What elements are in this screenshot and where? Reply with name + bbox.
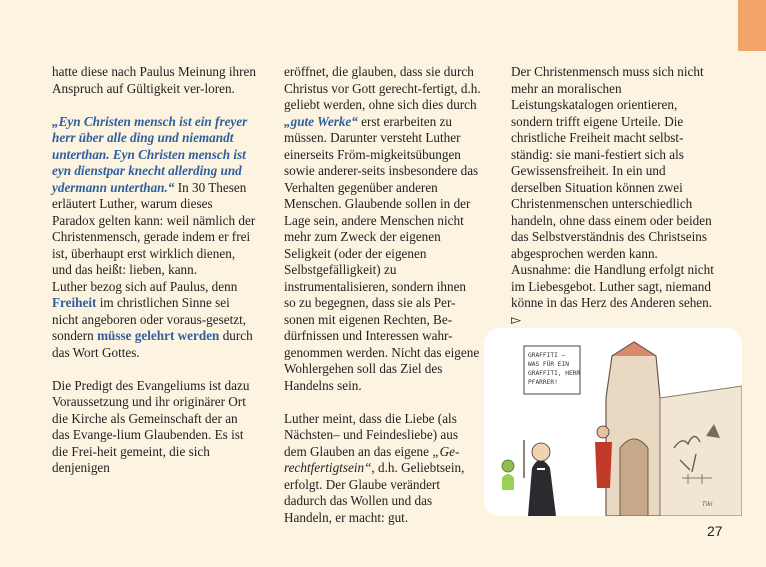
cartoon-sign-text: PFARRER! — [528, 379, 558, 386]
paragraph — [511, 64, 714, 328]
chapter-tab — [738, 0, 766, 51]
paragraph — [52, 279, 258, 362]
highlight-gute-werke: „gute Werke“ — [284, 113, 358, 129]
luther-quote: „Eyn Christen mensch ist ein freyer herr über alle ding und niemandt unterthan. Eyn Christen mensch ist eyn dienstpar knecht allerding und ydermann unterthan.“ — [52, 113, 248, 195]
highlight-muesse-gelehrt: müsse gelehrt werden — [97, 328, 220, 343]
cartoon-signature: Tiki — [702, 501, 713, 508]
paragraph — [52, 114, 258, 279]
paragraph — [284, 64, 481, 394]
paragraph: hatte diese nach Paulus Meinung ihren Anspruch auf Gültigkeit ver-loren. — [52, 64, 256, 96]
italic-gerechtfertigtsein: „Ge-rechtfertigtsein“ — [284, 443, 460, 475]
text-column-2 — [284, 64, 481, 526]
text-run: Der Christenmensch muss sich nicht mehr an moralischen Leistungskatalogen orientieren, sondern trifft eigene Urteile. Die christliche Freiheit macht selbst-ständig: sie mani-festiert sich als Gewissensfreiheit. In ein und derselben Situation können zwei Christenmenschen unterschiedlich handeln, ohne dass einem oder beiden das Selbstverständnis des Christseins abgesprochen werden kann. Ausnahme: die Handlung erfolgt nicht im Liebesgebot. Luther sagt, niemand könne in das Herz des Anderen sehen. — [511, 64, 714, 310]
text-column-3 — [511, 64, 714, 328]
text-run: durch das Wort Gottes. — [52, 328, 253, 360]
cartoon-sign-text: WAS FÜR EIN — [528, 361, 569, 368]
text-run: Luther meint, dass die Liebe (als Nächsten– und Feindesliebe) aus dem Glauben an das eigene — [284, 410, 458, 459]
paragraph: Die Predigt des Evangeliums ist dazu Voraussetzung und ihr originärer Ort die Kirche als Gemeinschaft der an das Evange-lium Glaubenden. Es ist die Frei-heit gemeint, die sich denjenigen — [52, 377, 250, 475]
text-run: erst erarbeiten zu müssen. Darunter versteht Luther einerseits Fröm-migkeitsübungen sowie anderer-seits insbesondere das Verhalten gegenüber anderen Menschen. Glaubende sollen in der Lage sein, andere Menschen nicht mehr zum Zweck der eigenen Seligkeit (oder der eigenen Selbstgefälligkeit) zu instrumentalisieren, sondern ihnen so zu begegnen, dass sie als Per-sonen mit eigenen Rechten, Be-dürfnissen und Interessen wahr-genommen werden. Nicht das eigene Wohlergehen soll das Ziel des Handelns sein. — [284, 113, 480, 393]
cartoon-illustration — [484, 328, 742, 516]
paragraph — [284, 411, 481, 527]
cartoon-sign-text: GRAFFITI – — [528, 352, 566, 359]
text-column-1 — [52, 64, 258, 477]
text-run: eröffnet, die glauben, dass sie durch Christus vor Gott gerecht-fertigt, d.h. geliebt werden, ohne sich dies durch — [284, 64, 481, 112]
text-run: In 30 Thesen erläutert Luther, warum dieses Paradox gelten kann: weil nämlich der Christenmensch, gerade indem er frei ist, überhaupt erst wirklich dienen, und das heißt: lieben, kann. — [52, 179, 256, 277]
highlight-freiheit: Freiheit — [52, 295, 97, 310]
text-run: , d.h. Geliebtsein, erfolgt. Der Glaube verändert dadurch das Wollen und das Handeln, er macht: gut. — [284, 460, 465, 525]
cartoon-drawing — [484, 328, 742, 516]
end-mark-icon: ▻ — [511, 311, 522, 327]
cartoon-sign-text: GRAFFITI, HERR — [528, 370, 581, 377]
page-number: 27 — [707, 523, 723, 539]
text-run: im christlichen Sinne sei nicht angeboren oder voraus-gesetzt, sondern — [52, 295, 247, 343]
text-run: Luther bezog sich auf Paulus, denn — [52, 278, 238, 294]
